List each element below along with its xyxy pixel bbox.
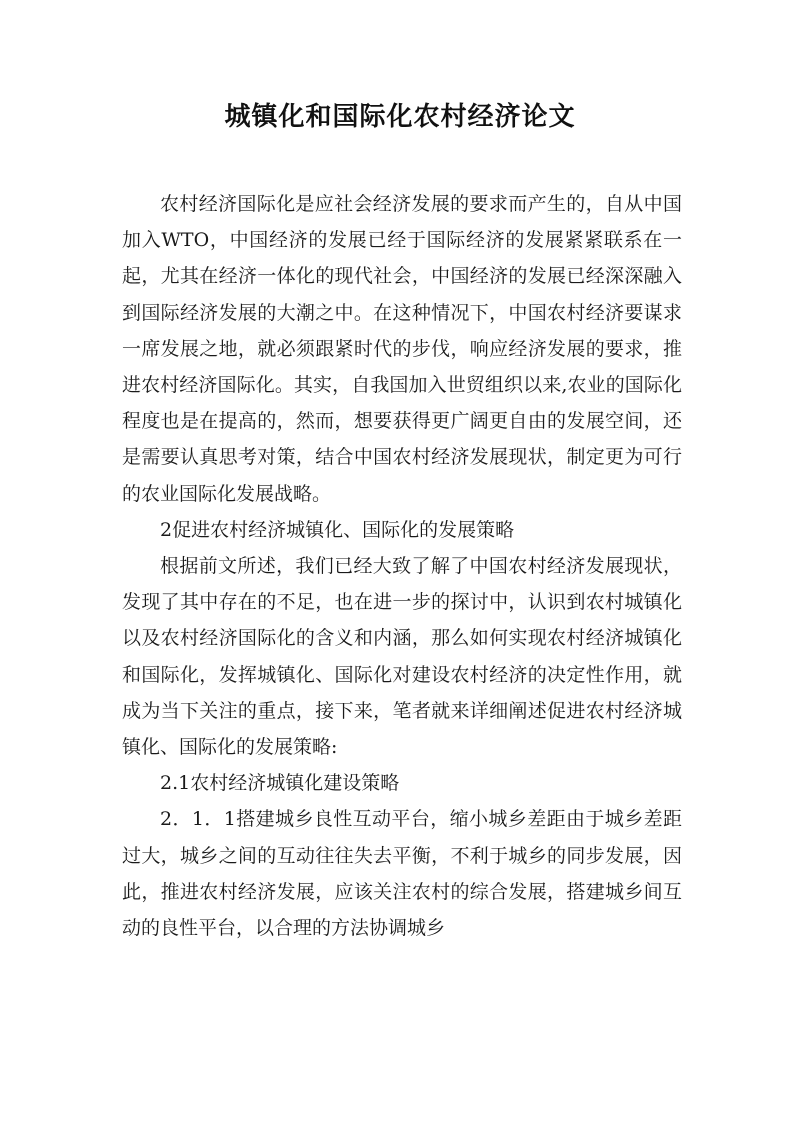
document-body xyxy=(122,186,682,946)
section-heading-2: 2促进农村经济城镇化、国际化的发展策略 xyxy=(160,518,515,541)
paragraph-2-1-1: 2．1．1搭建城乡良性互动平台，缩小城乡差距由于城乡差距过大，城乡之间的互动往往失去平衡，不利于城乡的同步发展，因此，推进农村经济发展，应该关注农村的综合发展，搭建城乡间互动的良性平台，以合理的方法协调城乡 xyxy=(122,808,682,940)
paragraph-section-2: 根据前文所述，我们已经大致了解了中国农村经济发展现状，发现了其中存在的不足，也在进一步的探讨中，认识到农村城镇化以及农村经济国际化的含义和内涵，那么如何实现农村经济城镇化和国际化，发挥城镇化、国际化对建设农村经济的决定性作用，就成为当下关注的重点，接下来，笔者就来详细阐述促进农村经济城镇化、国际化的发展策略: xyxy=(122,555,682,759)
paragraph-intro: 农村经济国际化是应社会经济发展的要求而产生的，自从中国加入WTO，中国经济的发展已经于国际经济的发展紧紧联系在一起，尤其在经济一体化的现代社会，中国经济的发展已经深深融入到国际经济发展的大潮之中。在这种情况下，中国农村经济要谋求一席发展之地，就必须跟紧时代的步伐，响应经济发展的要求，推进农村经济国际化。其实，自我国加入世贸组织以来,农业的国际化程度也是在提高的，然而，想要获得更广阔更自由的发展空间，还是需要认真思考对策，结合中国农村经济发展现状，制定更为可行的农业国际化发展战略。 xyxy=(122,193,682,505)
subsection-heading-2-1: 2.1农村经济城镇化建设策略 xyxy=(160,772,400,795)
document-title: 城镇化和国际化农村经济论文 xyxy=(224,102,576,132)
